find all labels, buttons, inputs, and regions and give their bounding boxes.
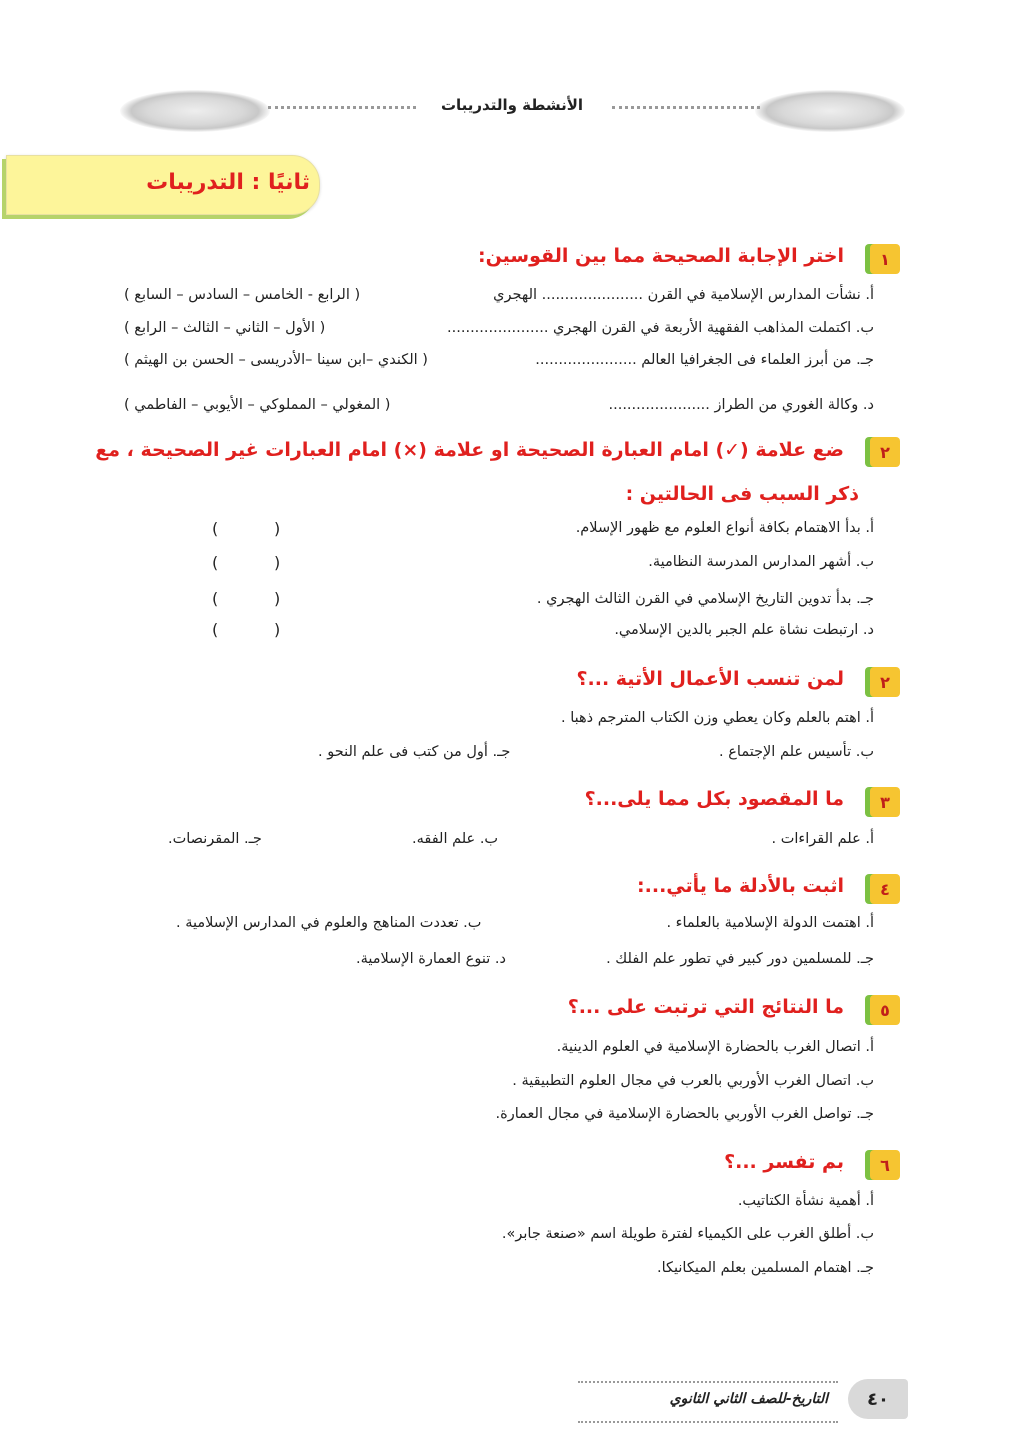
q4-item-c: جـ. المقرنصات. [168, 831, 262, 847]
answer-paren-open: ( [274, 553, 281, 572]
q1-item-c-options: ( الكندي –ابن سينا –الأدريسى – الحسن بن الهيثم ) [124, 352, 428, 368]
question-badge: ٤ [870, 874, 900, 904]
q2-item-c: جـ. بدأ تدوين التاريخ الإسلامي في القرن الثالث الهجري . [536, 591, 874, 607]
q6-item-a: أ. اتصال الغرب بالحضارة الإسلامية في العلوم الدينية. [556, 1039, 874, 1055]
q2-item-d: د. ارتبطت نشاة علم الجبر بالدين الإسلامي. [614, 622, 874, 638]
q3-item-a: أ. اهتم بالعلم وكان يعطي وزن الكتاب المترجم ذهبا . [561, 710, 874, 726]
q1-item-c: جـ. من أبرز العلماء فى الجغرافيا العالم ...................... [535, 352, 874, 368]
q5-item-d: د. تنوع العمارة الإسلامية. [356, 951, 506, 967]
q5-item-c: جـ. للمسلمين دور كبير في تطور علم الفلك . [606, 951, 874, 967]
question-badge: ٦ [870, 1150, 900, 1180]
q3-item-b: ب. تأسيس علم الإجتماع . [719, 744, 874, 760]
question-title: ما النتائج التي ترتبت على ...؟ [567, 996, 844, 1018]
q1-item-a: أ. نشأت المدارس الإسلامية في القرن ...................... الهجري [493, 287, 874, 303]
question-badge: ٣ [870, 787, 900, 817]
question-title: اثبت بالأدلة ما يأتي...: [637, 875, 844, 897]
q1-item-b: ب. اكتملت المذاهب الفقهية الأربعة في القرن الهجري ...................... [447, 320, 874, 336]
question-title: لمن تنسب الأعمال الأتية ...؟ [576, 668, 844, 690]
section-title: ثانيًا : التدريبات [146, 170, 310, 195]
question-title: بم تفسر ...؟ [724, 1151, 844, 1173]
q6-item-b: ب. اتصال الغرب الأوربي بالعرب في مجال العلوم التطبيقية . [512, 1073, 874, 1089]
q7-item-a: أ. أهمية نشأة الكتاتيب. [737, 1193, 874, 1209]
q4-item-b: ب. علم الفقه. [412, 831, 499, 847]
page-header-title: الأنشطة والتدريبات [440, 96, 584, 114]
question-badge: ٢ [870, 437, 900, 467]
q1-item-b-options: ( الأول – الثاني – الثالث – الرابع ) [124, 320, 326, 336]
q7-item-c: جـ. اهتمام المسلمين بعلم الميكانيكا. [656, 1260, 874, 1276]
footer-divider-top [578, 1381, 838, 1383]
q3-item-c: جـ. أول من كتب فى علم النحو . [318, 744, 511, 760]
q5-item-b: ب. تعددت المناهج والعلوم في المدارس الإسلامية . [176, 915, 482, 931]
answer-paren-close: ) [212, 589, 219, 608]
q7-item-b: ب. أطلق الغرب على الكيمياء لفترة طويلة اسم «صنعة جابر». [501, 1226, 874, 1242]
footer-book-title: التاريخ-للصف الثاني الثانوي [669, 1391, 828, 1407]
question-title: ما المقصود بكل مما يلى...؟ [584, 788, 844, 810]
answer-paren-close: ) [212, 620, 219, 639]
q2-item-b: ب. أشهر المدارس المدرسة النظامية. [648, 554, 874, 570]
q4-item-a: أ. علم القراءات . [771, 831, 874, 847]
q2-item-a: أ. بدأ الاهتمام بكافة أنواع العلوم مع ظهور الإسلام. [575, 520, 874, 536]
answer-paren-open: ( [274, 620, 281, 639]
answer-paren-close: ) [212, 519, 219, 538]
question-title: اختر الإجابة الصحيحة مما بين القوسين: [477, 245, 844, 267]
footer-divider-bottom [578, 1421, 838, 1423]
question-badge: ٥ [870, 995, 900, 1025]
answer-paren-open: ( [274, 589, 281, 608]
q1-item-d: د. وكالة الغوري من الطراز ...................... [608, 397, 874, 413]
answer-paren-open: ( [274, 519, 281, 538]
answer-paren-close: ) [212, 553, 219, 572]
question-title-line2: ذكر السبب فى الحالتين : [625, 483, 859, 505]
question-badge: ١ [870, 244, 900, 274]
q1-item-d-options: ( المغولي – المملوكي – الأيوبي – الفاطمي ) [124, 397, 391, 413]
question-title: ضع علامة (✓) امام العبارة الصحيحة او علامة (×) امام العبارات غير الصحيحة ، مع [95, 439, 844, 461]
question-badge: ٢ [870, 667, 900, 697]
q6-item-c: جـ. تواصل الغرب الأوربي بالحضارة الإسلامية في مجال العمارة. [495, 1106, 874, 1122]
q5-item-a: أ. اهتمت الدولة الإسلامية بالعلماء . [666, 915, 874, 931]
page-number: ٤٠ [848, 1379, 908, 1419]
q1-item-a-options: ( الرابع - الخامس – السادس – السابع ) [124, 287, 361, 303]
